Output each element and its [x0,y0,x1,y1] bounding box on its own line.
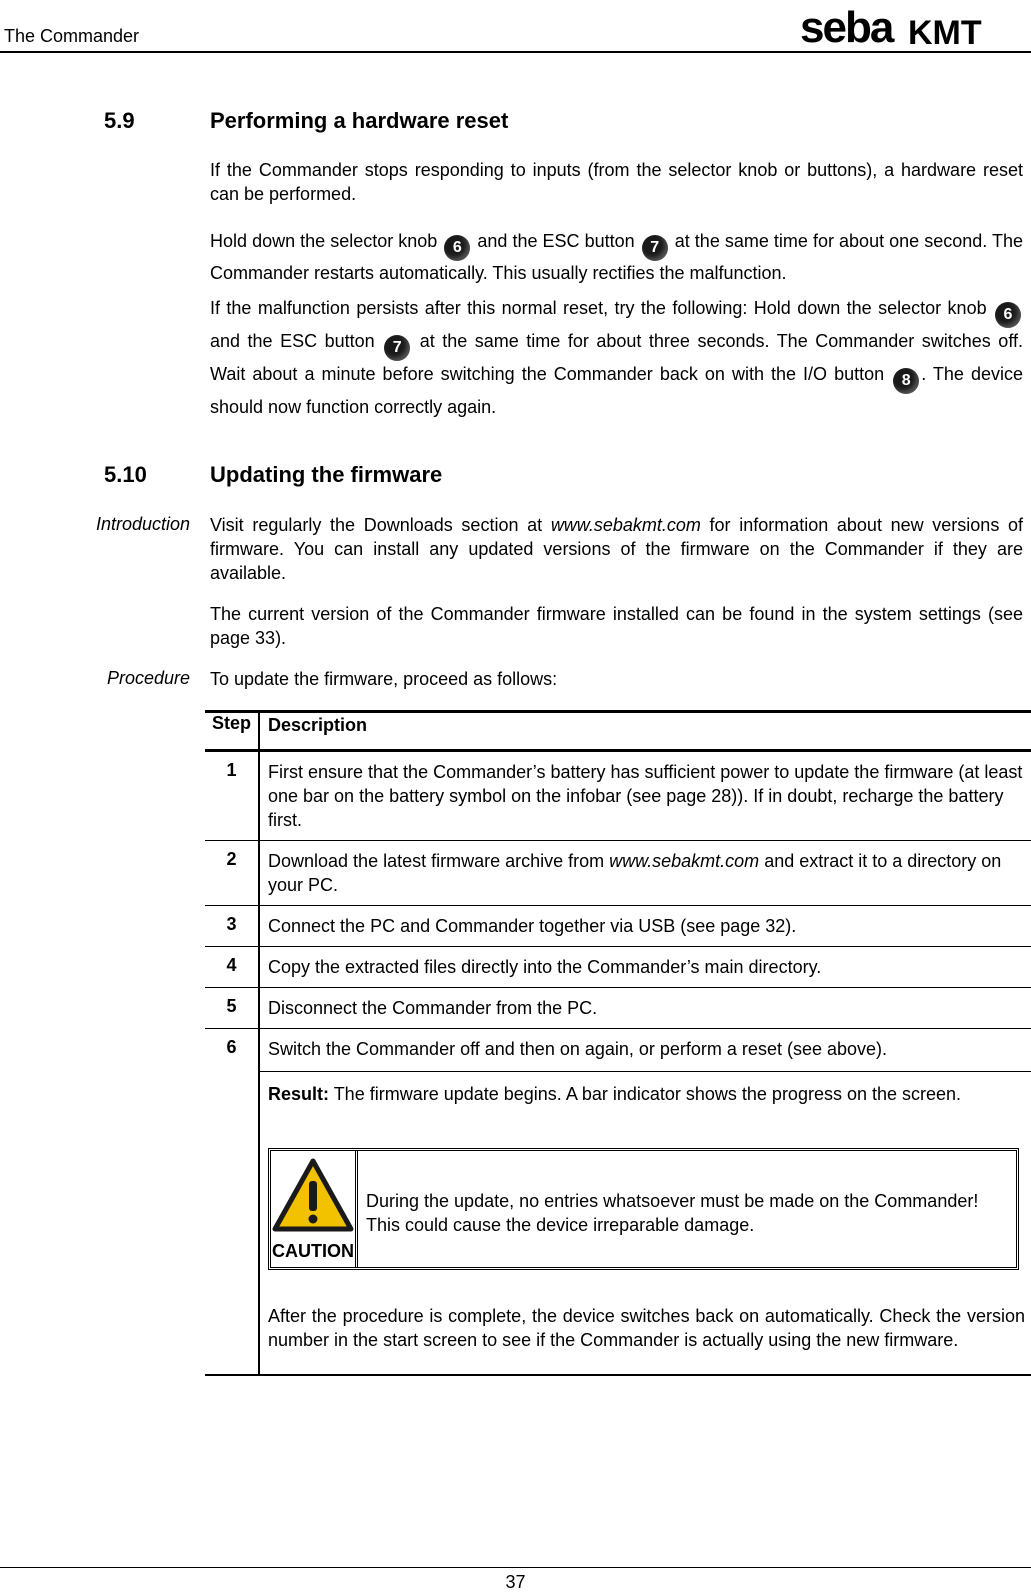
step-description: First ensure that the Commander’s battery has sufficient power to update the firmware (at least one bar on the battery symbol on the infobar (see page 28)). If in doubt, recharge the battery first. [259,751,1031,841]
section-title: Performing a hardware reset [210,108,509,133]
page-number: 37 [505,1572,526,1592]
step-number: 3 [205,906,259,947]
step-number: 2 [205,841,259,906]
caution-label: CAUTION [272,1241,354,1261]
step-6-after-text: After the procedure is complete, the device switches back on automatically. Check the version number in the start screen to see if the Commander is actually using the new firmware. [268,1306,1025,1350]
reset-paragraph-2: Hold down the selector knob 6 and the ESC button 7 at the same time for about one second. The Commander restarts automatically. This usually rectifies the malfunction. [210,231,1023,283]
table-row [205,1029,1031,1376]
step-column-header: Step [205,712,259,751]
step-description [259,1029,1031,1376]
introduction-paragraph-2: The current version of the Commander firmware installed can be found in the system settings (see page 33). [210,604,1023,648]
selector-knob-badge-icon: 6 [995,302,1021,328]
caution-box [268,1148,1019,1270]
footer-rule [0,1567,1031,1568]
svg-text:seba: seba [800,6,893,48]
caution-symbol [271,1151,358,1267]
table-header-row [205,712,1031,751]
step-description: Download the latest firmware archive from www.sebakmt.com and extract it to a directory on your PC. [259,841,1031,906]
section-number: 5.9 [104,108,135,133]
svg-text:KMT: KMT [908,14,982,48]
section-heading-reset [104,108,704,136]
step-6-instruction: Switch the Commander off and then on again, or perform a reset (see above). [260,1037,1031,1072]
table-row [205,751,1031,841]
introduction-label: Introduction [95,514,190,534]
step-number: 4 [205,947,259,988]
header-rule [0,51,1031,53]
procedure-steps-table [205,710,1031,1376]
section-title: Updating the firmware [210,462,443,487]
sebakmt-logo [800,6,1025,48]
io-button-badge-icon: 8 [893,368,919,394]
description-column-header: Description [268,715,368,735]
table-row [205,841,1031,906]
section-heading-firmware [104,462,704,490]
section-number: 5.10 [104,462,147,487]
reset-paragraph-3: If the malfunction persists after this normal reset, try the following: Hold down the selector knob 6 and the ESC button 7 at the same time for about three seconds. The Commander switches off. Wait about a minute before switching the Commander back on with the I/O button 8 . The device should now function correctly again. [210,298,1023,417]
step-description: Copy the extracted files directly into the Commander’s main directory. [259,947,1031,988]
procedure-intro: To update the firmware, proceed as follows: [210,669,558,689]
reset-paragraph-1: If the Commander stops responding to inputs (from the selector knob or buttons), a hardware reset can be performed. [210,160,1023,204]
step-number: 1 [205,751,259,841]
warning-triangle-icon [271,1157,355,1233]
website-link[interactable]: www.sebakmt.com [550,515,701,535]
introduction-paragraph-1: Visit regularly the Downloads section at www.sebakmt.com for information about new versions of firmware. You can install any updated versions of the firmware on the Commander if they are available. [210,515,1023,583]
table-row [205,988,1031,1029]
caution-text: During the update, no entries whatsoever must be made on the Commander! This could cause the device irreparable damage. [366,1191,979,1235]
step-6-result: Result: The firmware update begins. A bar indicator shows the progress on the screen. [268,1084,962,1104]
step-description: Connect the PC and Commander together via USB (see page 32). [259,906,1031,947]
website-link[interactable]: www.sebakmt.com [609,851,760,871]
step-number: 5 [205,988,259,1029]
selector-knob-badge-icon: 6 [444,235,470,261]
running-header-title: The Commander [4,26,140,46]
esc-button-badge-icon: 7 [642,235,668,261]
esc-button-badge-icon: 7 [384,335,410,361]
step-description: Disconnect the Commander from the PC. [259,988,1031,1029]
procedure-label: Procedure [106,668,190,688]
step-number: 6 [205,1029,259,1376]
table-row [205,947,1031,988]
table-row [205,906,1031,947]
